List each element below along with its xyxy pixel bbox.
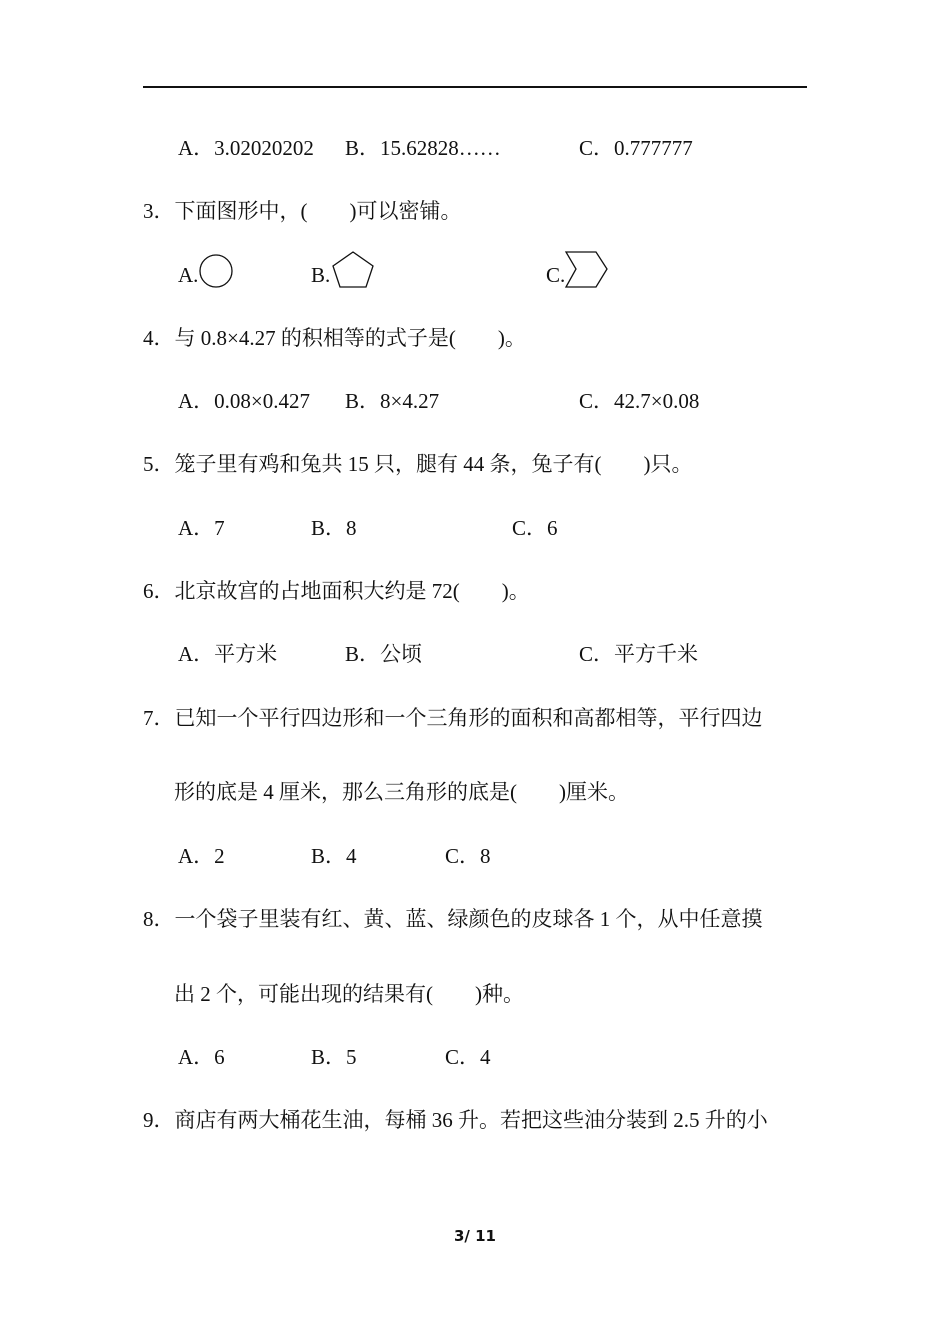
q9-stem-line1: 9．商店有两大桶花生油，每桶 36 升。若把这些油分装到 2.5 升的小 <box>143 1108 768 1132</box>
q3-option-a-label: A. <box>178 263 199 287</box>
q6-option-a: A．平方米 <box>178 642 278 666</box>
chevron-hexagon-shape-icon <box>564 250 610 290</box>
circle-shape-icon <box>198 254 236 290</box>
q3-stem: 3．下面图形中，( )可以密铺。 <box>143 199 462 223</box>
q4-option-a: A．0.08×0.427 <box>178 389 311 413</box>
q7-option-b: B．4 <box>311 844 357 868</box>
page-number: 3/ 11 <box>453 1227 496 1245</box>
q6-option-b: B．公顷 <box>345 642 423 666</box>
q7-stem-line2: 形的底是 4 厘米，那么三角形的底是( )厘米。 <box>174 780 629 804</box>
q5-option-b: B．8 <box>311 516 357 540</box>
q6-stem: 6．北京故宫的占地面积大约是 72( )。 <box>143 579 530 603</box>
q8-stem-line1: 8．一个袋子里装有红、黄、蓝、绿颜色的皮球各 1 个，从中任意摸 <box>143 907 763 931</box>
header-rule <box>143 86 807 88</box>
q2-option-a: A．3.02020202 <box>178 136 314 160</box>
q2-option-b: B．15.62828…… <box>345 136 501 160</box>
q7-option-a: A．2 <box>178 844 225 868</box>
q7-option-c: C．8 <box>445 844 491 868</box>
q3-option-b-label: B. <box>311 263 331 287</box>
q4-option-b: B．8×4.27 <box>345 389 440 413</box>
q8-option-b: B．5 <box>311 1045 357 1069</box>
q4-option-c: C．42.7×0.08 <box>579 389 700 413</box>
q4-stem: 4．与 0.8×4.27 的积相等的式子是( )。 <box>143 326 526 350</box>
pentagon-shape-icon <box>330 250 376 290</box>
q6-option-c: C．平方千米 <box>579 642 699 666</box>
q2-option-c: C．0.777777 <box>579 136 693 160</box>
q8-option-c: C．4 <box>445 1045 491 1069</box>
q5-option-c: C．6 <box>512 516 558 540</box>
q5-stem: 5．笼子里有鸡和兔共 15 只，腿有 44 条，兔子有( )只。 <box>143 452 693 476</box>
q8-option-a: A．6 <box>178 1045 225 1069</box>
q7-stem-line1: 7．已知一个平行四边形和一个三角形的面积和高都相等，平行四边 <box>143 706 763 730</box>
q5-option-a: A．7 <box>178 516 225 540</box>
q8-stem-line2: 出 2 个，可能出现的结果有( )种。 <box>174 982 524 1006</box>
q3-option-c-label: C. <box>546 263 566 287</box>
